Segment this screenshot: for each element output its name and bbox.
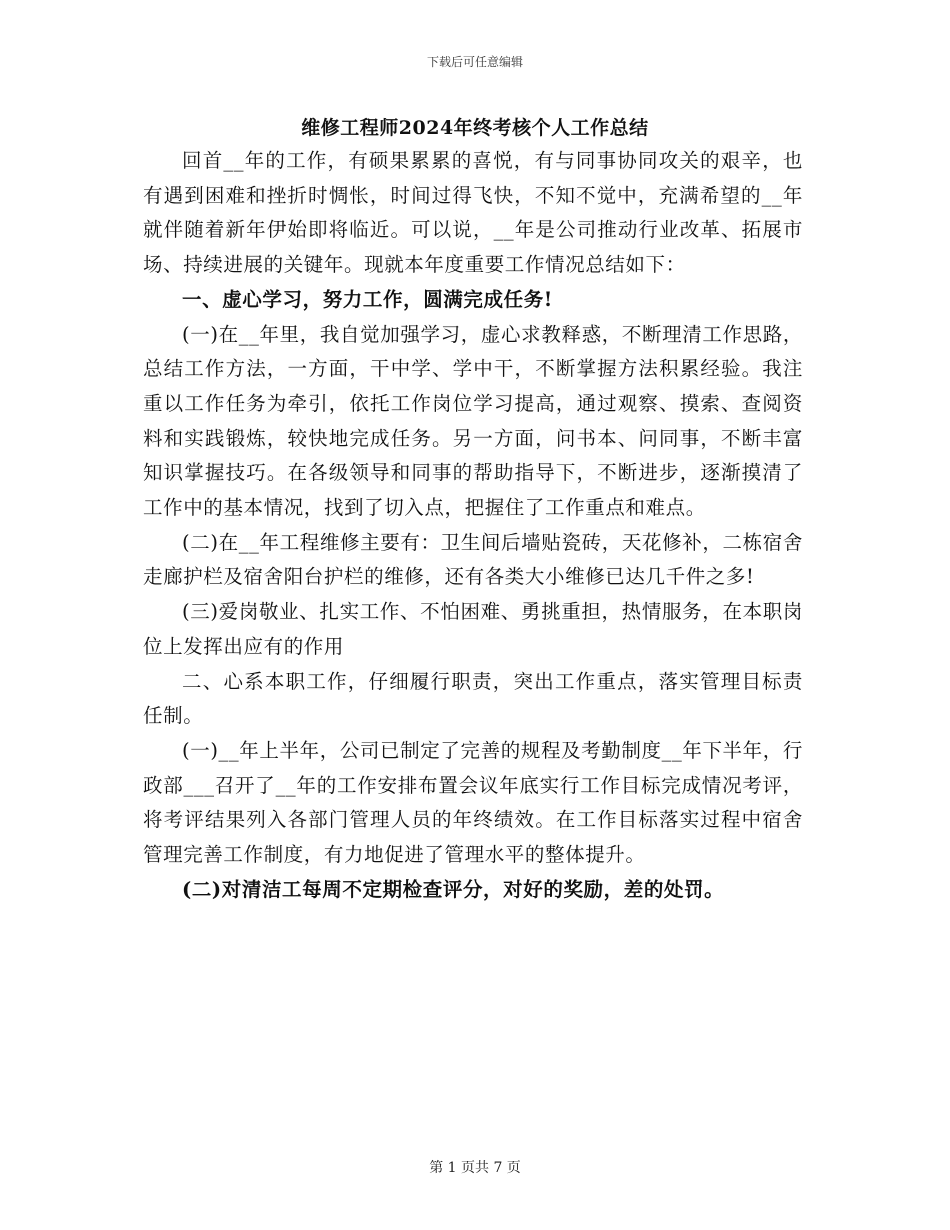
paragraph-2-2: (二)对清洁工每周不定期检查评分，对好的奖励，差的处罚。 (182, 877, 725, 901)
section-heading-2: 二、心系本职工作，仔细履行职责，突出工作重点，落实管理目标责任制。 (143, 669, 803, 728)
paragraph-1-3: (三)爱岗敬业、扎实工作、不怕困难、勇挑重担，热情服务，在本职岗位上发挥出应有的作用 (143, 600, 803, 658)
section-heading-1: 一、虚心学习，努力工作，圆满完成任务! (182, 287, 553, 311)
paragraph-2-1: (一)__年上半年，公司已制定了完善的规程及考勤制度__年下半年，行政部___召开了__年的工作安排布置会议年底实行工作目标完成情况考评，将考评结果列入各部门管理人员的年终绩效。在工作目标落实过程中宿舍管理完善工作制度，有力地促进了管理水平的整体提升。 (143, 738, 803, 867)
document-body (143, 144, 803, 907)
intro-paragraph: 回首__年的工作，有硕果累累的喜悦，有与同事协同攻关的艰辛，也有遇到困难和挫折时惆怅，时间过得飞快，不知不觉中，充满希望的__年就伴随着新年伊始即将临近。可以说，__年是公司推动行业改革、拓展市场、持续进展的关键年。现就本年度重要工作情况总结如下： (143, 149, 803, 277)
page-header-note: 下载后可任意编辑 (426, 55, 523, 69)
page-number: 第 1 页共 7 页 (429, 1160, 521, 1176)
document-title: 维修工程师2024年终考核个人工作总结 (301, 117, 649, 139)
paragraph-1-2: (二)在__年工程维修主要有：卫生间后墙贴瓷砖，天花修补，二栋宿舍走廊护栏及宿舍阳台护栏的维修，还有各类大小维修已达几千件之多! (143, 530, 803, 589)
paragraph-1-1: (一)在__年里，我自觉加强学习，虚心求教释惑，不断理清工作思路，总结工作方法，一方面，干中学、学中干，不断掌握方法积累经验。我注重以工作任务为牵引，依托工作岗位学习提高，通过观察、摸索、查阅资料和实践锻炼，较快地完成任务。另一方面，问书本、问同事，不断丰富知识掌握技巧。在各级领导和同事的帮助指导下，不断进步，逐渐摸清了工作中的基本情况，找到了切入点，把握住了工作重点和难点。 (143, 322, 803, 520)
